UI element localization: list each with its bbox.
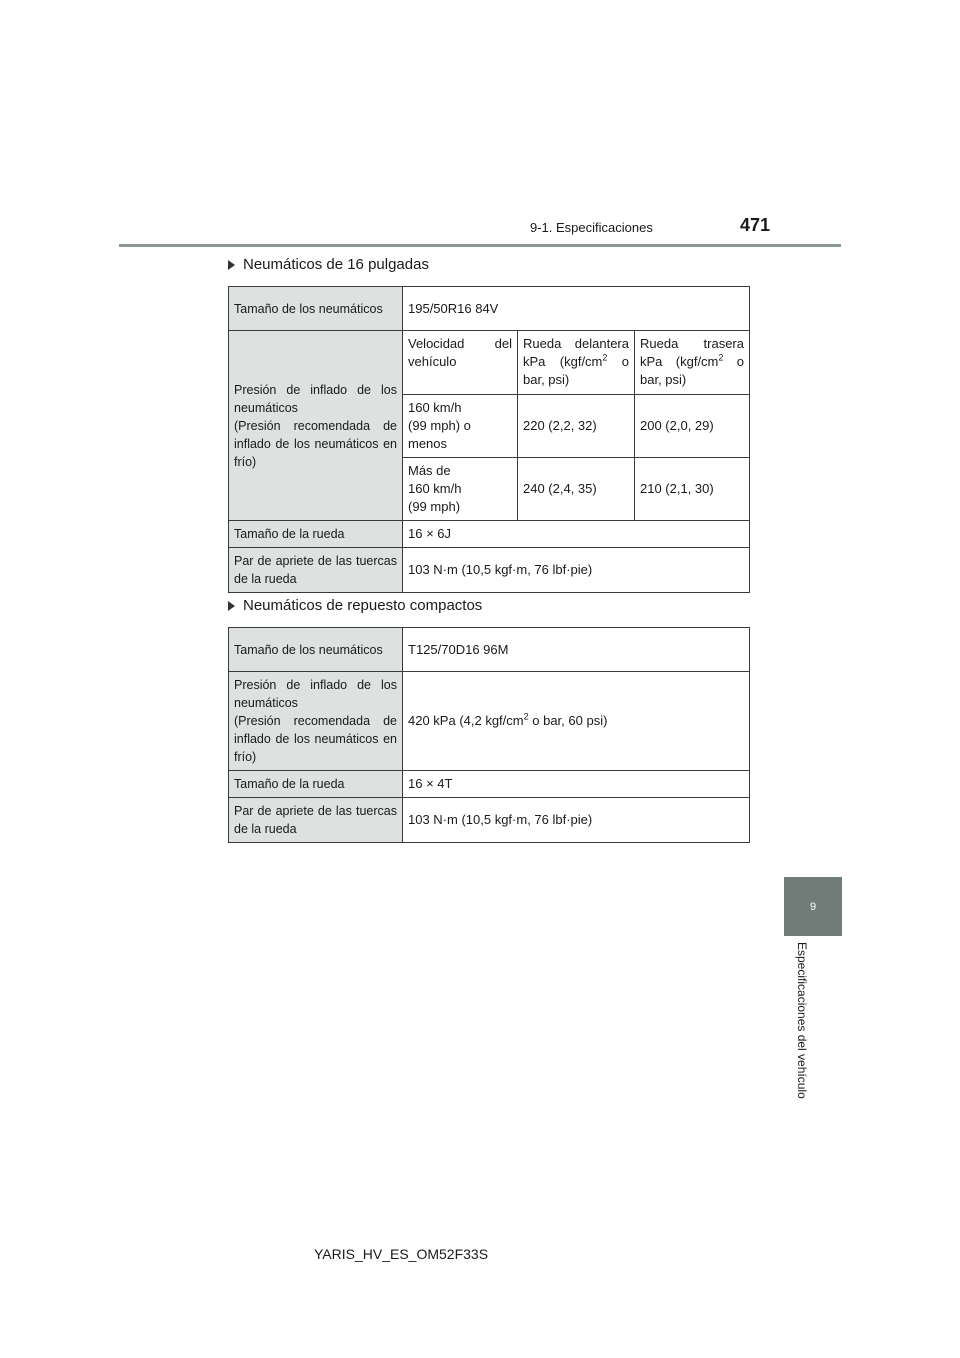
pressure-label-line: Presión de inflado de los neumáticos	[234, 678, 397, 710]
wheel-size-label: Tamaño de la rueda	[229, 521, 403, 548]
col-header-front-text: Rueda delantera kPa (kgf/cm	[523, 336, 629, 369]
tire-size-label: Tamaño de los neumáticos	[229, 628, 403, 672]
torque-label: Par de apriete de las tuercas de la rueda	[229, 548, 403, 593]
chapter-number: 9	[809, 900, 817, 913]
chapter-tab[interactable]	[784, 877, 842, 936]
tire-size-label: Tamaño de los neumáticos	[229, 287, 403, 331]
tire-spec-table-spare	[228, 627, 750, 843]
table-row	[229, 798, 750, 843]
table-row	[229, 548, 750, 593]
superscript: 2	[718, 352, 724, 363]
pressure-value-text: 420 kPa (4,2 kgf/cm	[408, 713, 524, 728]
rear-pressure-cell: 210 (2,1, 30)	[635, 458, 750, 521]
wheel-size-value: 16 × 4T	[403, 771, 750, 798]
torque-label: Par de apriete de las tuercas de la rueda	[229, 798, 403, 843]
col-header-rear	[635, 331, 750, 395]
speed-cell	[403, 458, 518, 521]
chapter-label: Especificaciones del vehículo	[795, 942, 809, 1099]
rear-pressure-cell: 200 (2,0, 29)	[635, 395, 750, 458]
torque-value: 103 N·m (10,5 kgf·m, 76 lbf·pie)	[403, 798, 750, 843]
torque-value: 103 N·m (10,5 kgf·m, 76 lbf·pie)	[403, 548, 750, 593]
superscript: 2	[523, 711, 529, 722]
table-row	[229, 628, 750, 672]
col-header-speed: Velocidad del vehículo	[403, 331, 518, 395]
speed-line: (99 mph) o	[408, 418, 471, 433]
pressure-label-line: Presión de inflado de los neumáticos	[234, 382, 397, 415]
table-row	[229, 771, 750, 798]
speed-line: (99 mph)	[408, 499, 461, 514]
heading-text: Neumáticos de repuesto compactos	[243, 597, 483, 614]
col-header-front-text-end: o bar, psi)	[523, 354, 630, 387]
front-pressure-cell: 220 (2,2, 32)	[518, 395, 635, 458]
speed-line: 160 km/h	[408, 481, 462, 496]
heading-compact-spare-tires	[228, 597, 482, 614]
speed-line: 160 km/h	[408, 400, 462, 415]
table-row	[229, 287, 750, 331]
speed-line: menos	[408, 436, 448, 451]
triangle-bullet-icon	[228, 601, 235, 611]
superscript: 2	[602, 352, 608, 363]
wheel-size-value: 16 × 6J	[403, 521, 750, 548]
col-header-rear-text-end: o bar, psi)	[640, 354, 745, 387]
pressure-label-note: (Presión recomendada de inflado de los neumáticos en frío)	[234, 714, 397, 764]
col-header-front	[518, 331, 635, 395]
front-pressure-cell: 240 (2,4, 35)	[518, 458, 635, 521]
header-divider	[119, 244, 841, 247]
pressure-label-note: (Presión recomendada de inflado de los neumáticos en frío)	[234, 418, 397, 469]
section-title: 9-1. Especificaciones	[530, 220, 653, 235]
page-number: 471	[740, 215, 771, 235]
col-header-rear-text: Rueda trasera kPa (kgf/cm	[640, 336, 744, 369]
wheel-size-label: Tamaño de la rueda	[229, 771, 403, 798]
triangle-bullet-icon	[228, 260, 235, 270]
tire-spec-table-16	[228, 286, 750, 593]
heading-text: Neumáticos de 16 pulgadas	[243, 256, 429, 273]
table-row	[229, 672, 750, 771]
pressure-label	[229, 331, 403, 521]
table-row	[229, 331, 750, 395]
document-code: YARIS_HV_ES_OM52F33S	[314, 1246, 489, 1262]
tire-size-value: 195/50R16 84V	[403, 287, 750, 331]
pressure-label	[229, 672, 403, 771]
heading-16-inch-tires	[228, 256, 429, 273]
pressure-value	[403, 672, 750, 771]
tire-size-value: T125/70D16 96M	[403, 628, 750, 672]
table-row	[229, 521, 750, 548]
pressure-value-text-end: o bar, 60 psi)	[528, 713, 608, 728]
speed-line: Más de	[408, 463, 451, 478]
speed-cell	[403, 395, 518, 458]
